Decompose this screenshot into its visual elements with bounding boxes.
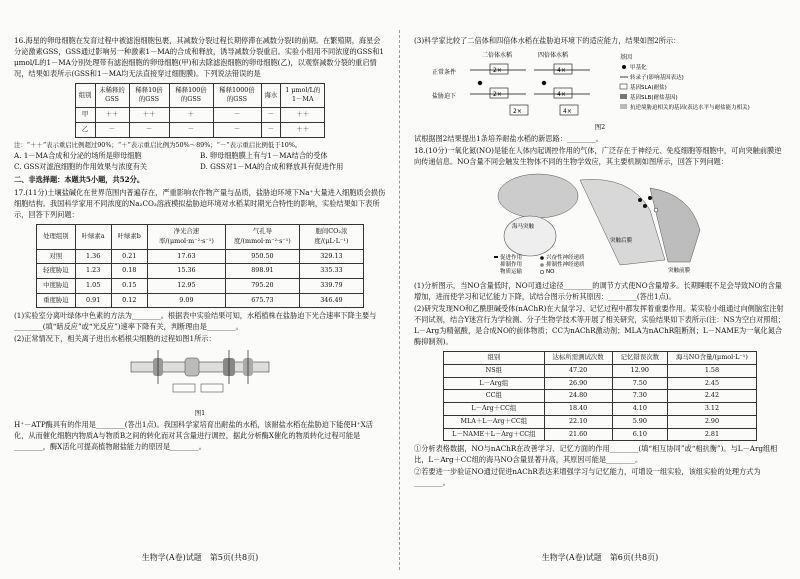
cell: 0.91 xyxy=(75,293,111,308)
cell: 47.20 xyxy=(544,364,612,377)
header-cell: 稀释1000倍的GSS xyxy=(213,83,261,107)
legend-item: 基因SLA(耐盐) xyxy=(630,84,667,91)
membrane-transport-diagram xyxy=(125,348,275,406)
cell: － xyxy=(261,108,281,123)
q18-sub2: (2)研究发现NO和乙酰胆碱受体(nAChR)在大鼠学习、记忆过程中都发挥着重要作用。某实验小组通过向侧脑室注射不同试剂，结合Y迷宫行为学检测、分子生物学技术等开展了相关研究，实验结果如下表所示(注：NS为空白对照组；L－Arg为精氨酸，是合成NO的前体物质；CC为nAChR激动剂；MLA为nAChR阻断剂；L－NAME为一氧化氮合酶抑制剂)。 xyxy=(414,304,785,347)
synapse-magnified xyxy=(504,216,556,256)
header-cell: 达标所需测试次数 xyxy=(544,352,612,365)
q17-sub1: (1)实验室分离叶绿体中色素的方法为________。根据表中实验结果可知，水稻植株在盐胁迫下光合速率下降主要与________(填“暗反应”或“光反应”)速率下降有关，判断理由是________。 xyxy=(14,311,377,332)
cell: 2.81 xyxy=(668,428,757,441)
row-label-salt: 盐胁迫下 xyxy=(432,92,457,100)
header-cell: 气孔导度/(mmol·m⁻²·s⁻¹) xyxy=(225,225,299,249)
gene-expression-diagram xyxy=(430,50,770,120)
cell: 0.21 xyxy=(111,249,147,264)
page-footer: 生物学(A卷)试题 第6页(共8页) xyxy=(541,552,659,562)
cell: 7.50 xyxy=(612,377,667,390)
option-c: C. GSS对滤泡细胞的作用效果与浓度有关 xyxy=(14,162,148,172)
cell: L－Arg＋CC组 xyxy=(444,403,544,416)
header-cell: 稀释10倍的GSS xyxy=(129,83,169,107)
q16-stem: 16.海星的卵母细胞在发育过程中被滤泡细胞包裹，其减数分裂过程长期停滞在减数分裂Ⅰ的前期。在繁殖期，海星会分泌激素GSS，GSS通过影响另一种激素1－MA的合成和释放，诱导减数分裂重启。实验小组用不同浓度的GSS和1 μmol/L的1－MA分别处理带有滤泡细胞的卵母细胞(甲)和去除滤泡细胞的卵母细胞(乙)，以观察减数分裂的重启情况，结果如表所示(GSS和1－MA均无法直接穿过细胞膜)。下列说法错误的是 xyxy=(14,36,384,78)
cell: L－NAME＋L－Arg＋CC组 xyxy=(444,428,544,441)
table-row xyxy=(37,278,364,293)
cell: 15.36 xyxy=(147,264,225,279)
q17-sub3b: 试根据图2结果提出1条培养耐盐水稻的新思路：________。 xyxy=(414,133,603,143)
substance-a-box xyxy=(173,384,195,392)
cell: ＋＋ xyxy=(281,108,325,123)
legend-methyl-icon xyxy=(622,65,626,69)
cell: 2.90 xyxy=(668,415,757,428)
cell: ＋ xyxy=(169,108,213,123)
figure-1-label: 图1 xyxy=(194,409,206,418)
cell: 4.10 xyxy=(612,403,667,416)
neurotransmitter-dot xyxy=(648,196,652,200)
cell: － xyxy=(261,122,281,137)
cell: 1.58 xyxy=(668,364,757,377)
table-row xyxy=(37,293,364,308)
figure-3 xyxy=(490,170,710,278)
header-cell: 未稀释的GSS xyxy=(95,83,129,107)
option-b: B. 卵母细胞膜上有与1－MA结合的受体 xyxy=(200,151,328,161)
cell: 6.10 xyxy=(612,428,667,441)
legend-icon-promote xyxy=(494,256,498,258)
q17-sub3: (3)科学家比较了二倍体和四倍体水稻在盐胁迫环境下的适应能力，结果如图2所示： xyxy=(414,36,681,45)
cell: 898.91 xyxy=(225,264,299,279)
no-mechanism-diagram xyxy=(490,170,710,278)
column-divider xyxy=(399,30,400,570)
cell: ＋＋ xyxy=(281,122,325,137)
table-row xyxy=(75,122,325,137)
cell: 12.95 xyxy=(147,278,225,293)
cell: 乙 xyxy=(75,122,95,137)
legend-box-icon xyxy=(620,104,627,109)
cell: － xyxy=(95,122,129,137)
cell: 26.90 xyxy=(544,377,612,390)
option-d: D. GSS对1－MA的合成和释放具有促进作用 xyxy=(200,162,344,172)
page-6 xyxy=(414,36,786,566)
cell: 18.40 xyxy=(544,403,612,416)
header-cell: 组别 xyxy=(444,352,544,365)
legend-item: 兴奋性神经递质 xyxy=(546,255,585,262)
legend-item: 抑制作用 xyxy=(500,262,523,269)
cell: 3.12 xyxy=(668,403,757,416)
table-row xyxy=(444,415,757,428)
header-cell: 处理组别 xyxy=(37,225,76,249)
row-label-normal: 正常条件 xyxy=(432,68,457,76)
legend-item: 物质运输 xyxy=(500,269,523,276)
cell: 1.36 xyxy=(75,249,111,264)
cell: 0.12 xyxy=(111,293,147,308)
substance-b-box xyxy=(201,384,223,392)
fold-label: 4× xyxy=(557,90,566,98)
table-row xyxy=(444,390,757,403)
cell: 重度胁迫 xyxy=(37,293,76,308)
cell: 0.18 xyxy=(111,264,147,279)
legend-box-icon xyxy=(620,94,627,99)
figure-1 xyxy=(125,348,275,406)
legend-box-icon xyxy=(620,84,627,89)
cell: 0.15 xyxy=(111,278,147,293)
q18-sub4: ②若要进一步验证NO通过促进nAChR表达来增强学习与记忆能力，可增设一组实验，该组实验的处理方式为________。 xyxy=(414,467,761,488)
q18-sub3: ①分析表格数据，NO与nAChR在改善学习、记忆方面的作用________(填“相互协同”或“相抗衡”)。与L－Arg组相比，L－Arg＋CC组的海马NO含量显著升高，其原因可能是________。 xyxy=(414,444,778,465)
q16-note: 注：“＋＋”表示重启比例超过90%；“＋”表示重启比例为50%～89%；“－”表示重启比例低于10%。 xyxy=(14,140,302,149)
cell: 9.09 xyxy=(147,293,225,308)
q18-sub1: (1)分析图示，当NO含量低时，NO可通过途径________的调节方式使NO含量增多。长期睡眠不足会导致NO的含量增加，进而使学习和记忆能力下降，试结合图示分析其原因：________(答出1点)。 xyxy=(414,281,782,302)
cell: 329.13 xyxy=(299,249,363,264)
brain-image xyxy=(498,174,578,218)
table-header-row xyxy=(37,225,364,249)
table-row xyxy=(444,364,757,377)
legend-icon-excitatory xyxy=(540,257,544,261)
fold-label: 4× xyxy=(557,66,566,74)
q18-stem: 18.(10分)一氧化氮(NO)是能在人体内起调控作用的气体，广泛存在于神经元、免疫细胞等细胞中，可向突触前膜逆向传递信息。NO含量不同会触发生物体不同的生物学效应，其主要机制如图所示，回答下列问题： xyxy=(414,145,782,166)
cell: 2.45 xyxy=(668,377,757,390)
cell: 950.50 xyxy=(225,249,299,264)
legend-item: 转录子(影响基因表达) xyxy=(630,74,684,81)
q16-table xyxy=(75,83,326,138)
no-molecule xyxy=(654,208,658,212)
fold-label: 2× xyxy=(493,90,502,98)
cell: CC组 xyxy=(444,390,544,403)
transporter xyxy=(185,358,199,376)
header-cell: 胞间CO₂浓度/(μL·L⁻¹) xyxy=(299,225,363,249)
table-row xyxy=(444,377,757,390)
cell: 甲 xyxy=(75,108,95,123)
table-header-row xyxy=(75,83,325,107)
cell: 对照 xyxy=(37,249,76,264)
cell: ＋＋ xyxy=(95,108,129,123)
header-cell: 海水 xyxy=(261,83,281,107)
cell: 346.49 xyxy=(299,293,363,308)
cell: L－Arg组 xyxy=(444,377,544,390)
table-row xyxy=(444,428,757,441)
cell: 轻度胁迫 xyxy=(37,264,76,279)
col-label-tetraploid: 四倍体水稻 xyxy=(538,51,569,59)
cell: 335.33 xyxy=(299,264,363,279)
cell: － xyxy=(129,122,169,137)
cell: 2.42 xyxy=(668,390,757,403)
q17-table xyxy=(36,224,364,308)
q17-stem: 17.(11分)土壤盐碱化在世界范围内普遍存在，严重影响农作物产量与品质，盐胁迫环境下Na⁺大量进入细胞质会损伤细胞结构。我国科学家用不同浓度的Na₂CO₃溶液模拟盐胁迫环境对水稻某时期光合特性的影响，实验结果如下表所示，回答下列问题： xyxy=(14,188,386,220)
cell: 1.23 xyxy=(75,264,111,279)
cell: 17.63 xyxy=(147,249,225,264)
figure-2 xyxy=(430,50,770,120)
fold-label: 2× xyxy=(493,66,502,74)
cell: ＋＋ xyxy=(129,108,169,123)
header-cell: 叶绿素b xyxy=(111,225,147,249)
table-row xyxy=(37,249,364,264)
cell: － xyxy=(213,108,261,123)
header-cell: 组别 xyxy=(75,83,95,107)
methyl-dot xyxy=(542,81,546,85)
figure-label: 突触后膜 xyxy=(610,238,633,245)
header-cell: 净光合速率/(μmol·m⁻²·s⁻¹) xyxy=(147,225,225,249)
section-heading: 二、非选择题：本题共5小题，共52分。 xyxy=(14,175,145,185)
q17-sub2b: H⁺－ATP酶具有的作用是________(答出1点)。我国科学家培育出耐盐的水稻，该耐盐水稻在盐胁迫下能使H⁺X活化，从而催化细胞内物质A与物质B之间的转化而对其含量进行调控，据此分析酶X催化的物质转化过程可能是________，酶X活化可提高植物耐盐能力的原因是________。 xyxy=(14,420,373,451)
cell: MLA＋L－Arg＋CC组 xyxy=(444,415,544,428)
cell: 5.90 xyxy=(612,415,667,428)
methyl-dot xyxy=(478,81,482,85)
legend-item: 甲基化 xyxy=(630,64,647,71)
page-5 xyxy=(14,36,386,566)
legend-item: 促进作用 xyxy=(500,255,523,262)
legend-title: 基因 xyxy=(620,53,633,61)
legend-item: 基因SLB(耐盐基因) xyxy=(630,94,678,101)
figure-2-label: 图2 xyxy=(594,122,606,131)
header-cell: 海马NO含量/(μmol·L⁻¹) xyxy=(668,352,757,365)
fold-label: 2× xyxy=(513,107,522,115)
fold-label: 4× xyxy=(563,107,572,115)
table-header-row xyxy=(444,352,757,365)
cell: 中度胁迫 xyxy=(37,278,76,293)
legend-item: 抗逆境胁迫相关的基因(表达水平与耐盐能力相关) xyxy=(630,104,750,111)
cell: 1.05 xyxy=(75,278,111,293)
figure-label: 海马突触 xyxy=(512,224,535,231)
cell: 21.60 xyxy=(544,428,612,441)
header-cell: 1 μmol/L的1－MA xyxy=(281,83,325,107)
option-a: A. 1－MA合成和分泌的场所是卵母细胞 xyxy=(14,151,142,161)
cell: 339.79 xyxy=(299,278,363,293)
table-row xyxy=(75,108,325,123)
cell: 795.20 xyxy=(225,278,299,293)
header-cell: 稀释100倍的GSS xyxy=(169,83,213,107)
cell: 22.10 xyxy=(544,415,612,428)
page-footer: 生物学(A卷)试题 第5页(共8页) xyxy=(141,552,259,562)
neurotransmitter-dot xyxy=(638,198,642,202)
legend-icon-no xyxy=(540,271,544,275)
header-cell: 记忆错误次数 xyxy=(612,352,667,365)
header-cell: 叶绿素a xyxy=(75,225,111,249)
col-label-diploid: 二倍体水稻 xyxy=(482,51,513,59)
table-row xyxy=(37,264,364,279)
q17-sub2: (2)正常情况下，相关离子进出水稻根尖细胞的过程如图1所示： xyxy=(14,334,216,344)
legend-item: NO xyxy=(546,269,555,276)
legend-item: 抑制性神经递质 xyxy=(546,262,585,269)
q18-table xyxy=(443,351,757,441)
table-row xyxy=(444,403,757,416)
figure-label: 突触前膜 xyxy=(668,268,691,275)
cell: 675.73 xyxy=(225,293,299,308)
cell: 7.30 xyxy=(612,390,667,403)
cell: － xyxy=(213,122,261,137)
cell: 12.90 xyxy=(612,364,667,377)
legend-icon-inhibitory xyxy=(540,264,544,268)
cell: 24.80 xyxy=(544,390,612,403)
neurotransmitter-dot xyxy=(643,204,647,208)
cell: － xyxy=(169,122,213,137)
q16-options xyxy=(14,151,386,173)
cell: NS组 xyxy=(444,364,544,377)
